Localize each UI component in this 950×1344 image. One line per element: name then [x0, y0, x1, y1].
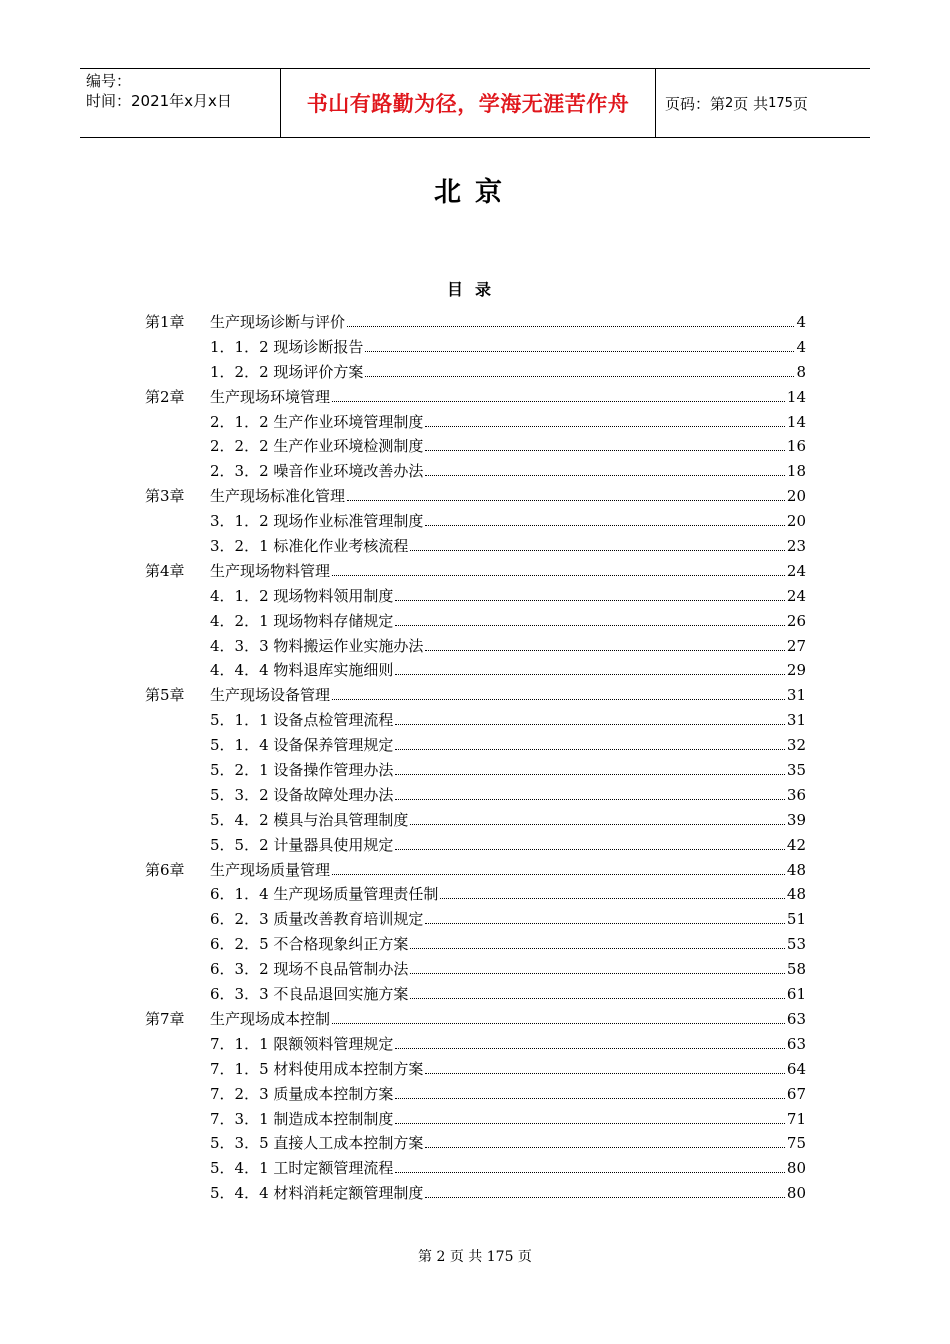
toc-entry-title: 4．3．3 物料搬运作业实施办法	[210, 636, 424, 655]
toc-leader-dots	[395, 849, 785, 850]
toc-section-entry[interactable]	[145, 882, 806, 907]
page-prefix: 页码：第	[665, 94, 726, 113]
toc-leader-dots	[332, 575, 785, 576]
toc-page-number: 18	[786, 462, 806, 481]
page-total: 175	[768, 95, 793, 111]
page-suffix: 页	[792, 94, 808, 113]
toc-entry-title: 2．3．2 噪音作业环境改善办法	[210, 462, 424, 481]
toc-entry-title: 1．2．2 现场评价方案	[210, 362, 364, 381]
toc-leader-dots	[425, 1197, 785, 1198]
toc-page-number: 26	[786, 611, 806, 630]
toc-leader-dots	[332, 699, 785, 700]
toc-section-entry[interactable]	[145, 982, 806, 1007]
toc-entry-title: 5．1．1 设备点检管理流程	[210, 711, 394, 730]
toc-entry-title: 6．1．4 生产现场质量管理责任制	[210, 885, 439, 904]
toc-page-number: 29	[786, 661, 806, 680]
header-motto: 书山有路勤为径，学海无涯苦作舟	[280, 69, 656, 137]
header-meta	[80, 69, 280, 137]
toc-page-number: 36	[786, 785, 806, 804]
toc-entry-title: 5．5．2 计量器具使用规定	[210, 835, 394, 854]
toc-leader-dots	[365, 351, 794, 352]
toc-leader-dots	[332, 401, 785, 402]
toc-section-entry[interactable]	[145, 1032, 806, 1057]
toc-section-entry[interactable]	[145, 758, 806, 783]
toc-page-number: 24	[786, 586, 806, 605]
toc-section-entry[interactable]	[145, 733, 806, 758]
toc-section-entry[interactable]	[145, 1057, 806, 1082]
toc-entry-title: 5．3．2 设备故障处理办法	[210, 785, 394, 804]
toc-page-number: 71	[786, 1109, 806, 1128]
toc-section-entry[interactable]	[145, 932, 806, 957]
toc-entry-title: 2．2．2 生产作业环境检测制度	[210, 437, 424, 456]
toc-page-number: 20	[786, 487, 806, 506]
toc-leader-dots	[410, 998, 785, 999]
toc-section-entry[interactable]	[145, 360, 806, 385]
toc-page-number: 8	[796, 362, 806, 381]
toc-page-number: 27	[786, 636, 806, 655]
toc-entry-title: 5．4．4 材料消耗定额管理制度	[210, 1184, 424, 1203]
toc-leader-dots	[410, 550, 785, 551]
toc-entry-title: 生产现场成本控制	[210, 1009, 331, 1028]
toc-entry-title: 生产现场诊断与评价	[210, 313, 346, 331]
toc-page-number: 64	[786, 1059, 806, 1078]
toc-entry-title: 7．3．1 制造成本控制制度	[210, 1109, 394, 1128]
toc-page-number: 14	[786, 387, 806, 406]
header-page-info	[656, 69, 870, 137]
toc-page-number: 35	[786, 761, 806, 780]
toc-leader-dots	[410, 973, 785, 974]
toc-chapter-number: 第3章	[145, 487, 185, 506]
document-number-label: 编号：	[86, 72, 132, 90]
document-time: 时间：2021年x月x日	[86, 92, 232, 110]
toc-heading: 目录	[446, 280, 503, 299]
toc-chapter-entry[interactable]	[145, 683, 806, 708]
toc-page-number: 53	[786, 935, 806, 954]
toc-entry-title: 6．2．5 不合格现象纠正方案	[210, 935, 409, 954]
toc-section-entry[interactable]	[145, 459, 806, 484]
toc-page-number: 4	[796, 337, 806, 356]
toc-page-number: 32	[786, 736, 806, 755]
toc-leader-dots	[395, 674, 785, 675]
toc-page-number: 63	[786, 1009, 806, 1028]
toc-page-number: 16	[786, 437, 806, 456]
toc-leader-dots	[332, 1023, 785, 1024]
toc-entry-title: 生产现场环境管理	[210, 387, 331, 406]
toc-entry-title: 生产现场标准化管理	[210, 487, 346, 506]
toc-entry-title: 2．1．2 生产作业环境管理制度	[210, 412, 424, 431]
toc-leader-dots	[395, 724, 785, 725]
toc-chapter-number: 第1章	[145, 313, 185, 331]
toc-leader-dots	[425, 650, 785, 651]
toc-section-entry[interactable]	[145, 1107, 806, 1132]
toc-entry-title: 6．2．3 质量改善教育培训规定	[210, 910, 424, 929]
toc-entry-title: 6．3．3 不良品退回实施方案	[210, 985, 409, 1004]
toc-section-entry[interactable]	[145, 609, 806, 634]
toc-section-entry[interactable]	[145, 335, 806, 360]
toc-chapter-entry[interactable]	[145, 310, 806, 335]
toc-leader-dots	[425, 450, 785, 451]
toc-entry-title: 5．2．1 设备操作管理办法	[210, 761, 394, 780]
toc-page-number: 48	[786, 860, 806, 879]
toc-entry-title: 5．3．5 直接人工成本控制方案	[210, 1134, 424, 1153]
toc-leader-dots	[395, 774, 785, 775]
toc-page-number: 39	[786, 810, 806, 829]
toc-entry-title: 4．2．1 现场物料存储规定	[210, 611, 394, 630]
toc-section-entry[interactable]	[145, 1131, 806, 1156]
toc-entry-title: 3．1．2 现场作业标准管理制度	[210, 512, 424, 531]
toc-chapter-entry[interactable]	[145, 484, 806, 509]
toc-chapter-number: 第2章	[145, 387, 185, 406]
toc-entry-title: 3．2．1 标准化作业考核流程	[210, 537, 409, 556]
page-mid: 页 共	[733, 94, 769, 113]
toc-page-number: 20	[786, 512, 806, 531]
toc-entry-title: 4．4．4 物料退库实施细则	[210, 661, 394, 680]
toc-leader-dots	[395, 625, 785, 626]
toc-page-number: 31	[786, 686, 806, 705]
toc-section-entry[interactable]	[145, 907, 806, 932]
toc-section-entry[interactable]	[145, 833, 806, 858]
toc-section-entry[interactable]	[145, 584, 806, 609]
toc-leader-dots	[395, 1098, 785, 1099]
toc-page-number: 42	[786, 835, 806, 854]
toc-entry-title: 4．1．2 现场物料领用制度	[210, 586, 394, 605]
toc-leader-dots	[425, 426, 785, 427]
toc-page-number: 4	[796, 313, 806, 331]
toc-leader-dots	[425, 1147, 785, 1148]
toc-leader-dots	[347, 500, 785, 501]
toc-chapter-number: 第7章	[145, 1009, 185, 1028]
toc-leader-dots	[365, 376, 794, 377]
toc-entry-title: 7．1．1 限额领料管理规定	[210, 1034, 394, 1053]
toc-entry-title: 生产现场质量管理	[210, 860, 331, 879]
toc-chapter-number: 第6章	[145, 860, 185, 879]
toc-section-entry[interactable]	[145, 434, 806, 459]
toc-entry-title: 7．1．5 材料使用成本控制方案	[210, 1059, 424, 1078]
toc-section-entry[interactable]	[145, 534, 806, 559]
toc-page-number: 24	[786, 561, 806, 580]
toc-leader-dots	[410, 824, 785, 825]
toc-leader-dots	[395, 1048, 785, 1049]
toc-leader-dots	[395, 1123, 785, 1124]
toc-section-entry[interactable]	[145, 708, 806, 733]
page-number: 2	[725, 95, 734, 111]
toc-section-entry[interactable]	[145, 957, 806, 982]
toc-leader-dots	[395, 1172, 785, 1173]
toc-leader-dots	[347, 326, 794, 327]
toc-leader-dots	[425, 1073, 785, 1074]
toc-chapter-number: 第4章	[145, 561, 185, 580]
page-header	[80, 68, 870, 138]
toc-page-number: 23	[786, 537, 806, 556]
toc-entry-title: 5．4．2 模具与治具管理制度	[210, 810, 409, 829]
toc-entry-title: 生产现场物料管理	[210, 561, 331, 580]
toc-leader-dots	[425, 923, 785, 924]
toc-entry-title: 6．3．2 现场不良品管制办法	[210, 960, 409, 979]
toc-section-entry[interactable]	[145, 1082, 806, 1107]
toc-leader-dots	[332, 874, 785, 875]
toc-leader-dots	[425, 525, 785, 526]
toc-page-number: 61	[786, 985, 806, 1004]
toc-chapter-entry[interactable]	[145, 1007, 806, 1032]
toc-page-number: 67	[786, 1084, 806, 1103]
toc-leader-dots	[425, 475, 785, 476]
toc-page-number: 58	[786, 960, 806, 979]
toc-chapter-entry[interactable]	[145, 559, 806, 584]
toc-page-number: 48	[786, 885, 806, 904]
toc-page-number: 51	[786, 910, 806, 929]
toc-entry-title: 1．1．2 现场诊断报告	[210, 337, 364, 356]
toc-section-entry[interactable]	[145, 509, 806, 534]
toc-section-entry[interactable]	[145, 808, 806, 833]
toc-chapter-entry[interactable]	[145, 385, 806, 410]
toc-chapter-entry[interactable]	[145, 858, 806, 883]
toc-chapter-number: 第5章	[145, 686, 185, 705]
toc-page-number: 80	[786, 1184, 806, 1203]
toc-page-number: 63	[786, 1034, 806, 1053]
page-footer: 第 2 页 共 175 页	[418, 1249, 532, 1265]
toc-page-number: 31	[786, 711, 806, 730]
toc-leader-dots	[395, 600, 785, 601]
toc-leader-dots	[440, 898, 785, 899]
toc-section-entry[interactable]	[145, 410, 806, 435]
toc-page-number: 80	[786, 1159, 806, 1178]
toc-entry-title: 5．1．4 设备保养管理规定	[210, 736, 394, 755]
toc-leader-dots	[395, 749, 785, 750]
toc-section-entry[interactable]	[145, 783, 806, 808]
toc-section-entry[interactable]	[145, 634, 806, 659]
toc-leader-dots	[410, 948, 785, 949]
toc-page-number: 75	[786, 1134, 806, 1153]
document-title: 北京	[434, 177, 516, 208]
toc-page-number: 14	[786, 412, 806, 431]
toc-entry-title: 5．4．1 工时定额管理流程	[210, 1159, 394, 1178]
toc-section-entry[interactable]	[145, 658, 806, 683]
toc-entry-title: 生产现场设备管理	[210, 686, 331, 705]
toc-section-entry[interactable]	[145, 1156, 806, 1181]
table-of-contents	[145, 310, 806, 1206]
toc-leader-dots	[395, 799, 785, 800]
toc-entry-title: 7．2．3 质量成本控制方案	[210, 1084, 394, 1103]
toc-section-entry[interactable]	[145, 1181, 806, 1206]
